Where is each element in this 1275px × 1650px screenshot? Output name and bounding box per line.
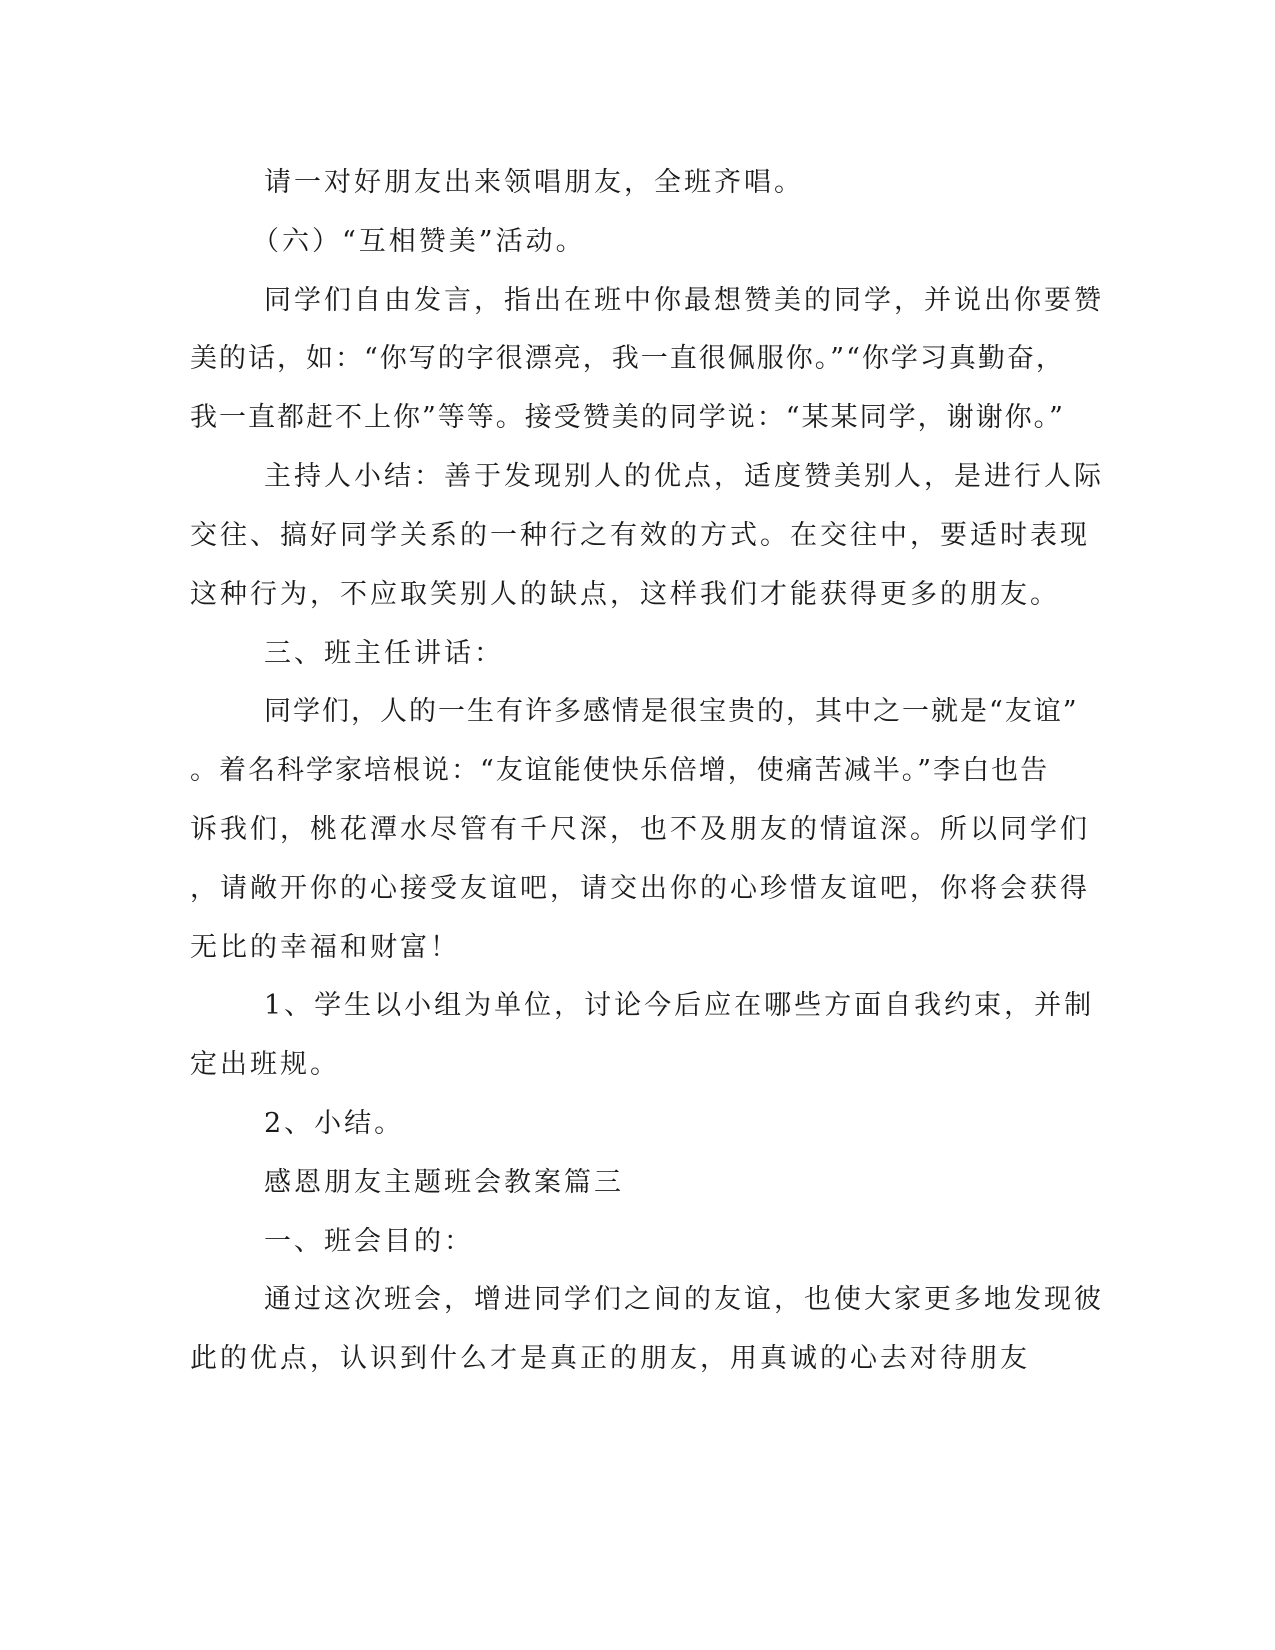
list-item-1: 1、学生以小组为单位，讨论今后应在哪些方面自我约束，并制 (264, 990, 1095, 1021)
paragraph-line-8: 这种行为，不应取笑别人的缺点，这样我们才能获得更多的朋友。 (190, 579, 1060, 610)
paragraph-line-4: 美的话，如：“你写的字很漂亮，我一直很佩服你。”“你学习真勤奋， (190, 343, 1065, 374)
paragraph-line-7: 交往、搞好同学关系的一种行之有效的方式。在交往中，要适时表现 (190, 520, 1090, 551)
paragraph-line-21: 此的优点，认识到什么才是真正的朋友，用真诚的心去对待朋友 (190, 1343, 1030, 1374)
paragraph-line-12: 诉我们，桃花潭水尽管有千尺深，也不及朋友的情谊深。所以同学们 (190, 814, 1090, 845)
section-heading-three: 三、班主任讲话： (264, 638, 504, 669)
paragraph-line-20: 通过这次班会，增进同学们之间的友谊，也使大家更多地发现彼 (264, 1284, 1104, 1315)
paragraph-line-10: 同学们，人的一生有许多感情是很宝贵的，其中之一就是“友谊” (264, 696, 1079, 727)
section-heading-one: 一、班会目的： (264, 1226, 474, 1257)
paragraph-line-1: 请一对好朋友出来领唱朋友，全班齐唱。 (264, 167, 804, 198)
paragraph-line-3: 同学们自由发言，指出在班中你最想赞美的同学，并说出你要赞 (264, 285, 1104, 316)
paragraph-line-5: 我一直都赶不上你”等等。接受赞美的同学说：“某某同学，谢谢你。” (190, 402, 1065, 433)
paragraph-line-13: ，请敞开你的心接受友谊吧，请交出你的心珍惜友谊吧，你将会获得 (190, 873, 1090, 904)
paragraph-line-14: 无比的幸福和财富！ (190, 932, 460, 963)
paragraph-line-11: 。着名科学家培根说：“友谊能使快乐倍增，使痛苦减半。”李白也告 (190, 755, 1050, 786)
article-title: 感恩朋友主题班会教案篇三 (264, 1167, 624, 1198)
list-item-1-continued: 定出班规。 (190, 1049, 340, 1080)
list-item-2: 2、小结。 (264, 1108, 405, 1139)
section-heading-six: （六）“互相赞美”活动。 (252, 226, 586, 257)
paragraph-line-6: 主持人小结：善于发现别人的优点，适度赞美别人，是进行人际 (264, 461, 1104, 492)
